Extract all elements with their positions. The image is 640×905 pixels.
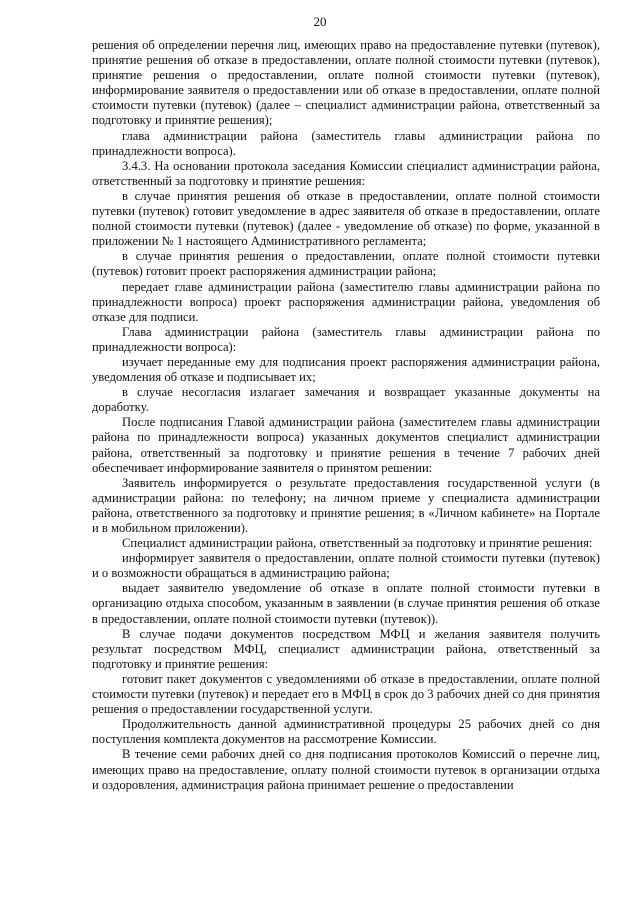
paragraph-4: в случае принятия решения об отказе в предоставлении, оплате полной стоимости путевки (путевок) готовит уведомление в адрес заявителя об отказе в предоставлении, оплате полной стоимости путевки (путевок) (далее - уведомление об отказе) по форме, указанной в приложении № 1 настоящего Административного регламента; xyxy=(92,188,600,249)
paragraph-17: Продолжительность данной административной процедуры 25 рабочих дней со дня поступления комплекта документов на рассмотрение Комиссии. xyxy=(92,717,600,747)
paragraph-18: В течение семи рабочих дней со дня подписания протоколов Комиссий о перечне лиц, имеющих право на предоставление, оплату полной стоимости путевок в организации отдыха и оздоровления, администрация района принимает решение о предоставлении xyxy=(92,747,600,792)
paragraph-5: в случае принятия решения о предоставлении, оплате полной стоимости путевки (путевок) готовит проект распоряжения администрации района; xyxy=(92,249,600,279)
paragraph-7: Глава администрации района (заместитель главы администрации района по принадлежности вопроса): xyxy=(92,324,600,354)
paragraph-14: выдает заявителю уведомление об отказе в оплате полной стоимости путевки в организацию отдыха способом, указанным в заявлении (в случае принятия решения об отказе в предоставлении, оплате полной стоимости путевки (путевок)). xyxy=(92,581,600,626)
paragraph-13: информирует заявителя о предоставлении, оплате полной стоимости путевки (путевок) и о возможности обращаться в администрацию района; xyxy=(92,551,600,581)
document-body xyxy=(92,38,600,793)
paragraph-2: глава администрации района (заместитель главы администрации района по принадлежности вопроса). xyxy=(92,128,600,158)
paragraph-3: 3.4.3. На основании протокола заседания Комиссии специалист администрации района, ответственный за подготовку и принятие решения: xyxy=(92,158,600,188)
page-number: 20 xyxy=(313,14,327,29)
paragraph-8: изучает переданные ему для подписания проект распоряжения администрации района, уведомления об отказе и подписывает их; xyxy=(92,354,600,385)
paragraph-1: решения об определении перечня лиц, имеющих право на предоставление путевки (путевок), принятие решения об отказе в предоставлении, оплате полной стоимости путевки (путевок), принятие решения о предоставлении, оплате полной стоимости путевки (путевок), информирование заявителя о предоставлении или об отказе в предоставлении, оплате полной стоимости путевки (путевок) (далее – специалист администрации района, ответственный за подготовку и принятие решения); xyxy=(92,38,600,128)
paragraph-16: готовит пакет документов с уведомлениями об отказе в предоставлении, оплате полной стоимости путевки (путевок) и передает его в МФЦ в срок до 3 рабочих дней со дня принятия решения о предоставлении государственной услуги. xyxy=(92,671,600,717)
paragraph-11: Заявитель информируется о результате предоставления государственной услуги (в администрации района: по телефону; на личном приеме у специалиста администрации района, ответственного за подготовку и принятие решения; в «Личном кабинете» на Портале и в мобильном приложении). xyxy=(92,475,600,535)
paragraph-12: Специалист администрации района, ответственный за подготовку и принятие решения: xyxy=(122,536,593,551)
paragraph-9: в случае несогласия излагает замечания и возвращает указанные документы на доработку. xyxy=(92,385,600,415)
paragraph-15: В случае подачи документов посредством МФЦ и желания заявителя получить результат посредством МФЦ, специалист администрации района, ответственный за подготовку и принятие решения: xyxy=(92,626,600,671)
paragraph-10: После подписания Главой администрации района (заместителем главы администрации района по принадлежности вопроса) указанных документов специалист администрации района, ответственный за подготовку и принятие решения в течение 7 рабочих дней обеспечивает информирование заявителя о принятом решении: xyxy=(92,415,600,475)
paragraph-6: передает главе администрации района (заместителю главы администрации района по принадлежности вопроса) проект распоряжения администрации района, уведомления об отказе для подписи. xyxy=(92,279,600,324)
